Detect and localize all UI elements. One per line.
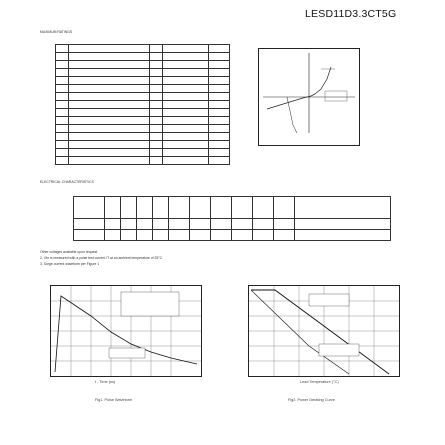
table-row bbox=[56, 61, 230, 69]
electrical-table bbox=[73, 196, 391, 241]
part-number: LESD11D3.3CT5G bbox=[305, 8, 397, 20]
table-row bbox=[56, 149, 230, 157]
table-row bbox=[56, 141, 230, 149]
power-derating-figure bbox=[248, 285, 400, 377]
power-derating-plot bbox=[249, 286, 399, 376]
table-row bbox=[56, 93, 230, 101]
table-row bbox=[74, 219, 391, 230]
table-row bbox=[74, 197, 391, 219]
table-row bbox=[56, 69, 230, 77]
fig2-xlabel: Lead Temperature (°C) bbox=[300, 380, 339, 384]
table-row bbox=[74, 230, 391, 241]
ratings-title: MAXIMUM RATINGS bbox=[40, 30, 73, 34]
table-row bbox=[56, 45, 230, 53]
pulse-waveform-figure bbox=[50, 285, 202, 377]
table-row bbox=[56, 117, 230, 125]
ratings-table bbox=[55, 44, 230, 165]
iv-curve-diagram bbox=[259, 49, 359, 145]
note-1: Other voltages available upon request. bbox=[40, 250, 99, 254]
fig1-xlabel: t - Time (us) bbox=[95, 380, 116, 384]
note-2: 2. Vbr is measured with a pulse test current IT at an ambient temperature of 25°C bbox=[40, 256, 163, 260]
iv-curve-figure bbox=[258, 48, 360, 146]
pulse-waveform-plot bbox=[51, 286, 201, 376]
fig1-caption: Fig1. Pulse Waveform bbox=[95, 398, 133, 402]
table-row bbox=[56, 125, 230, 133]
table-row bbox=[56, 53, 230, 61]
fig2-caption: Fig2. Power Derating Curve bbox=[288, 398, 335, 402]
table-row bbox=[56, 77, 230, 85]
table-row bbox=[56, 101, 230, 109]
electrical-title: ELECTRICAL CHARACTERISTICS bbox=[40, 180, 94, 184]
table-row bbox=[56, 157, 230, 165]
table-row bbox=[56, 133, 230, 141]
table-row bbox=[56, 85, 230, 93]
note-3: 3. Surge current waveform per Figure 1 bbox=[40, 262, 100, 266]
table-row bbox=[56, 109, 230, 117]
